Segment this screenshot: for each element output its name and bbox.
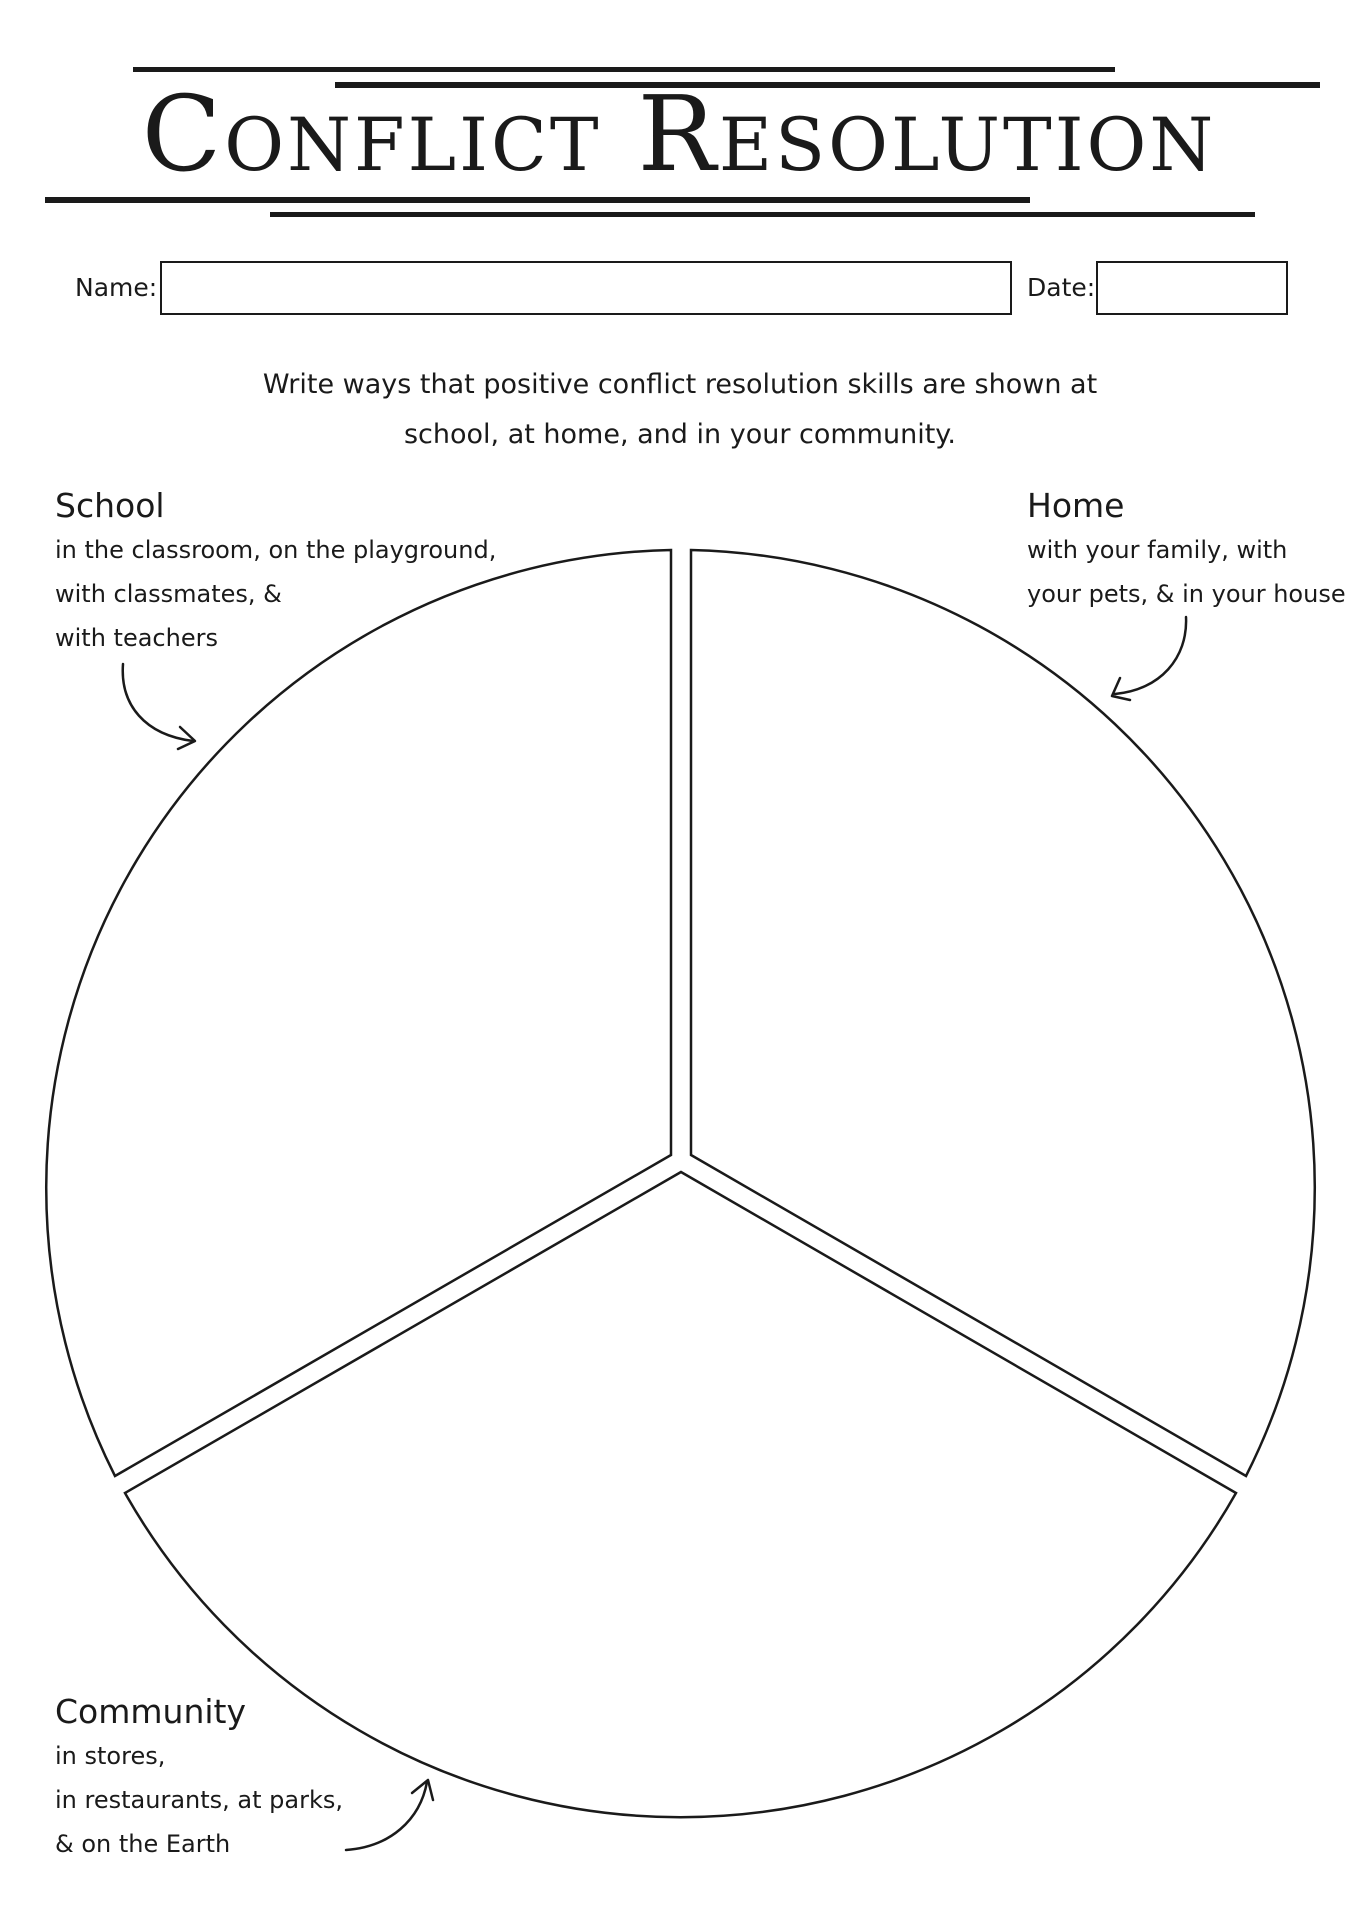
instructions-line-1: Write ways that positive conflict resolution skills are shown at bbox=[262, 369, 1098, 400]
school-line-1: in the classroom, on the playground, bbox=[55, 536, 497, 564]
school-arrow-icon bbox=[123, 664, 195, 749]
school-title: School bbox=[55, 486, 165, 525]
community-line-2: in restaurants, at parks, bbox=[55, 1786, 343, 1814]
home-title: Home bbox=[1027, 486, 1125, 525]
community-arrow-icon bbox=[346, 1780, 433, 1850]
community-title: Community bbox=[55, 1692, 246, 1731]
home-line-1: with your family, with bbox=[1027, 536, 1288, 564]
instructions-line-2: school, at home, and in your community. bbox=[403, 419, 956, 450]
home-arrow-icon bbox=[1112, 617, 1186, 700]
name-label: Name: bbox=[75, 273, 158, 302]
date-label: Date: bbox=[1027, 273, 1096, 302]
page-title: Conflict Resolution bbox=[141, 73, 1217, 195]
home-line-2: your pets, & in your house bbox=[1027, 580, 1346, 608]
community-line-1: in stores, bbox=[55, 1742, 166, 1770]
community-line-3: & on the Earth bbox=[55, 1830, 231, 1858]
home-section bbox=[1027, 484, 1346, 616]
school-line-2: with classmates, & bbox=[55, 580, 282, 608]
school-section bbox=[55, 484, 496, 660]
school-line-3: with teachers bbox=[55, 624, 218, 652]
community-section bbox=[55, 1690, 343, 1866]
